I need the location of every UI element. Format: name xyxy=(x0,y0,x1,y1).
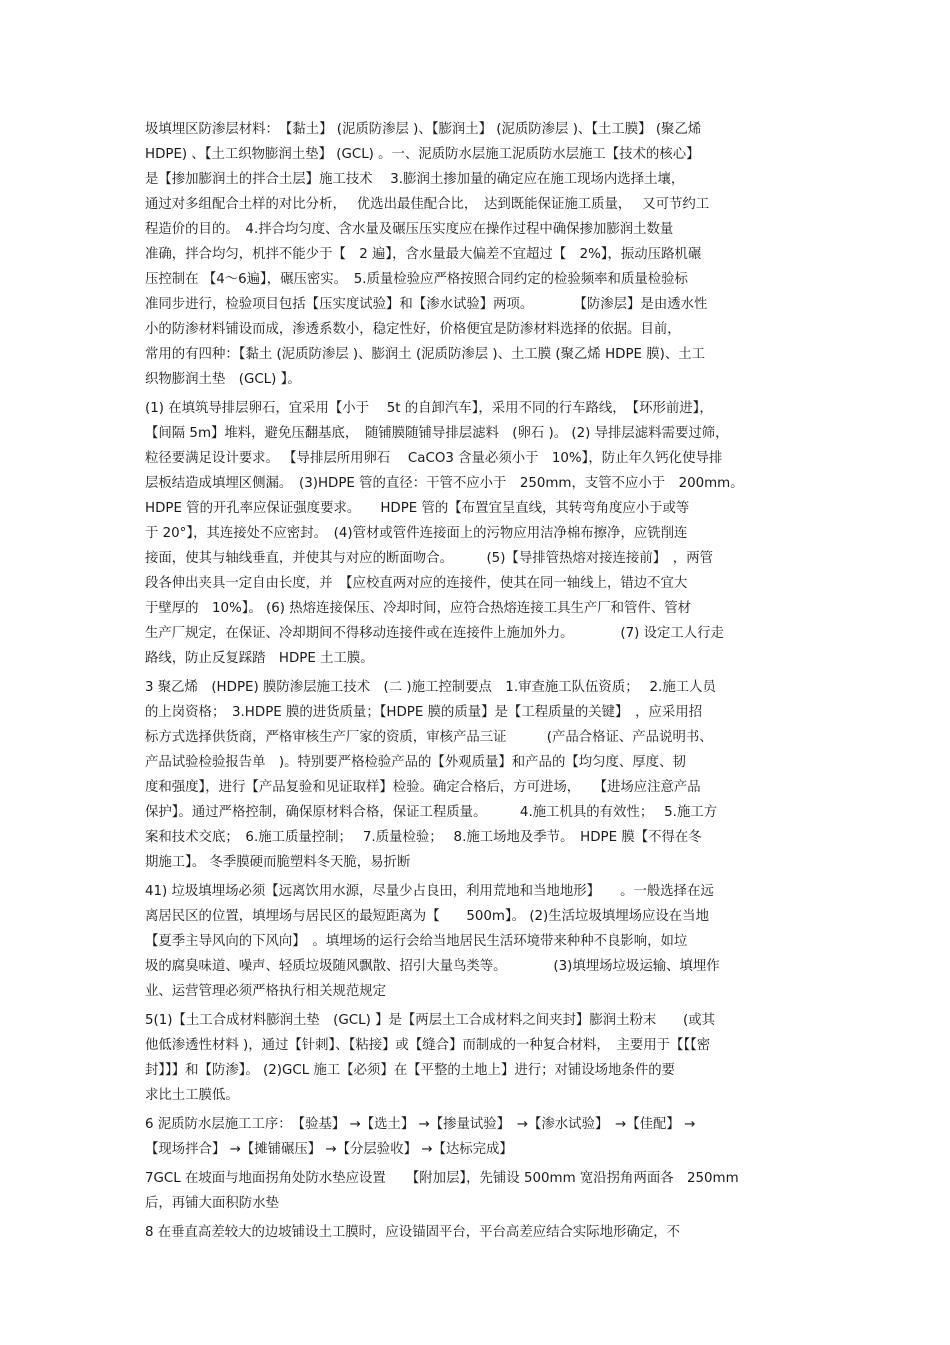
paragraph xyxy=(145,675,810,875)
text-line: 程造价的目的。 4.拌合均匀度、含水量及碾压压实度应在操作过程中确保掺加膨润土数量 xyxy=(145,222,674,237)
text-line: 6 泥质防水层施工工序： 【验基】 →【选土】 →【掺量试验】 →【渗水试验】 →【佳配】 → xyxy=(145,1117,696,1132)
paragraph xyxy=(145,117,810,392)
paragraph xyxy=(145,1166,810,1216)
text-line: (1) 在填筑导排层卵石，宜采用【小于 5t 的自卸汽车】，采用不同的行车路线， 【环形前进】， xyxy=(145,401,713,416)
text-line: 织物膨润土垫 (GCL) 】。 xyxy=(145,372,301,387)
text-line: 层板结造成填埋区侧漏。 (3)HDPE 管的直径：干管不应小于 250mm，支管不应小于 200mm。 xyxy=(145,476,744,491)
text-line: 生产厂规定，在保证、冷却期间不得移动连接件或在连接件上施加外力。 (7) 设定工人行走 xyxy=(145,626,724,641)
text-line: 业、运营管理必须严格执行相关规范规定 xyxy=(145,984,387,999)
text-line: 的上岗资格； 3.HDPE 膜的进货质量；【HDPE 膜的质量】是【工程质量的关键】 ，应采用招 xyxy=(145,705,703,720)
paragraph xyxy=(145,1008,810,1108)
text-line: 于壁厚的 10%】。 (6) 热熔连接保压、冷却时间，应符合热熔连接工具生产厂和管件、管材 xyxy=(145,601,691,616)
text-line: 准确，拌合均匀，机拌不能少于【 2 遍】，含水量最大偏差不宜超过【 2%】，振动压路机碾 xyxy=(145,247,702,262)
text-line: 圾的腐臭味道、噪声、轻质垃圾随风飘散、招引大量鸟类等。 (3)填埋场垃圾运输、填埋作 xyxy=(145,959,720,974)
text-line: 度和强度】，进行【产品复验和见证取样】检验。确定合格后，方可进场， 【进场应注意产品 xyxy=(145,780,701,795)
text-line: 通过对多组配合土样的对比分析， 优选出最佳配合比， 达到既能保证施工质量， 又可节约工 xyxy=(145,197,710,212)
text-line: 5(1)【土工合成材料膨润土垫 (GCL) 】是【两层土工合成材料之间夹封】膨润土粉末 (或其 xyxy=(145,1013,716,1028)
text-line: 常用的有四种：【黏土 (泥质防渗层 )、膨润土 (泥质防渗层 )、土工膜 (聚乙烯 HDPE 膜)、土工 xyxy=(145,347,706,362)
text-line: 路线，防止反复踩踏 HDPE 土工膜。 xyxy=(145,651,374,666)
text-line: 案和技术交底； 6.施工质量控制； 7.质量检验； 8.施工场地及季节。 HDPE 膜【不得在冬 xyxy=(145,830,702,845)
text-line: 3 聚乙烯 (HDPE) 膜防渗层施工技术 (二 )施工控制要点 1.审查施工队伍资质； 2.施工人员 xyxy=(145,680,716,695)
paragraph xyxy=(145,1220,810,1245)
text-line: 后，再铺大面积防水垫 xyxy=(145,1196,279,1211)
paragraph xyxy=(145,1112,810,1162)
text-line: 粒径要满足设计要求。 【导排层所用卵石 CaCO3 含量必须小于 10%】，防止年久钙化使导排 xyxy=(145,451,723,466)
text-line: HDPE) 、【土工织物膨润土垫】 (GCL) 。一、泥质防水层施工泥质防水层施工【技术的核心】 xyxy=(145,147,700,162)
text-line: 求比土工膜低。 xyxy=(145,1088,239,1103)
text-line: 8 在垂直高差较大的边坡铺设土工膜时，应设锚固平台，平台高差应结合实际地形确定，不 xyxy=(145,1225,681,1240)
text-line: 于 20°】，其连接处不应密封。 (4)管材或管件连接面上的污物应用洁净棉布擦净，应铣削连 xyxy=(145,526,688,541)
text-line: 是【掺加膨润土的拌合土层】施工技术 3.膨润土掺加量的确定应在施工现场内选择土壤， xyxy=(145,172,685,187)
text-line: 圾填埋区防渗层材料： 【黏土】 (泥质防渗层 )、【膨润土】 (泥质防渗层 )、【土工膜】 (聚乙烯 xyxy=(145,122,702,137)
text-line: 离居民区的位置，填埋场与居民区的最短距离为【 500m】。 (2)生活垃圾填埋场应设在当地 xyxy=(145,909,709,924)
text-line: 【夏季主导风向的下风向】 。填埋场的运行会给当地居民生活环境带来种种不良影响，如垃 xyxy=(145,934,688,949)
text-line: 保护】。通过严格控制，确保原材料合格，保证工程质量。 4.施工机具的有效性； 5.施工方 xyxy=(145,805,718,820)
paragraph xyxy=(145,879,810,1004)
text-line: HDPE 管的开孔率应保证强度要求。 HDPE 管的【布置宜呈直线，其转弯角度应小于或等 xyxy=(145,501,690,516)
paragraph xyxy=(145,396,810,671)
text-line: 准同步进行，检验项目包括【压实度试验】和【渗水试验】两项。 【防渗层】是由透水性 xyxy=(145,297,708,312)
text-line: 【现场拌合】 →【摊铺碾压】 →【分层验收】 →【达标完成】 xyxy=(145,1142,513,1157)
text-line: 封】】】和【防渗】。 (2)GCL 施工【必须】在【平整的土地上】进行；对铺设场地条件的要 xyxy=(145,1063,676,1078)
text-line: 41) 垃圾填埋场必须【远离饮用水源，尽量少占良田，利用荒地和当地地形】 。一般选择在远 xyxy=(145,884,714,899)
text-line: 产品试验检验报告单 )。特别要严格检验产品的【外观质量】和产品的【均匀度、厚度、韧 xyxy=(145,755,686,770)
text-line: 压控制在 【4～6遍】，碾压密实。 5.质量检验应严格按照合同约定的检验频率和质量检验标 xyxy=(145,272,688,287)
text-line: 期施工】。 冬季膜硬而脆塑料冬天脆，易折断 xyxy=(145,855,411,870)
text-line: 标方式选择供货商，严格审核生产厂家的资质，审核产品三证 (产品合格证、产品说明书、 xyxy=(145,730,713,745)
document-body xyxy=(145,117,810,1249)
text-line: 他低渗透性材料 )，通过【针刺】、【粘接】或【缝合】而制成的一种复合材料， 主要用于【【【密 xyxy=(145,1038,711,1053)
text-line: 7GCL 在坡面与地面拐角处防水垫应设置 【附加层】，先铺设 500mm 宽沿拐角两面各 250mm xyxy=(145,1171,739,1186)
text-line: 段各伸出夹具一定自由长度，并 【应校直两对应的连接件，使其在同一轴线上，错边不宜大 xyxy=(145,576,688,591)
text-line: 小的防渗材料铺设而成，渗透系数小，稳定性好，价格便宜是防渗材料选择的依据。目前， xyxy=(145,322,681,337)
text-line: 【间隔 5m】堆料，避免压翻基底， 随铺膜随铺导排层滤料 (卵石 )。 (2) 导排层滤料需要过筛， xyxy=(145,426,729,441)
text-line: 接面，使其与轴线垂直，并使其与对应的断面吻合。 (5)【导排管热熔对接连接前】 ，两管 xyxy=(145,551,713,566)
